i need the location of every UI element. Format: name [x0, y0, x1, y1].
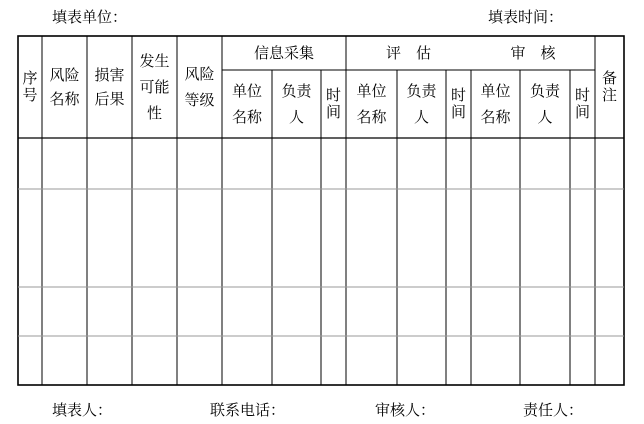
header-possibility-line1: 发生: [139, 51, 170, 70]
header-unit-name-line2: 名称: [480, 108, 511, 126]
header-consequence-line2: 后果: [94, 90, 125, 108]
header-unit-name-line1: 单位: [231, 81, 262, 100]
header-unit-name: [346, 70, 397, 138]
contact-phone-label: 联系电话：: [210, 401, 286, 419]
header-seq: [18, 36, 42, 138]
header-time-line2: 间: [574, 103, 590, 121]
header-person-line2: 人: [413, 108, 429, 126]
responsible-person-label: 责任人：: [523, 401, 584, 419]
header-remark-line2: 注: [601, 86, 617, 104]
header-person-line2: 人: [537, 108, 553, 126]
header-unit-name: [222, 70, 272, 138]
header-unit-name-line2: 名称: [356, 108, 387, 126]
header-person-line2: 人: [288, 108, 304, 126]
header-risk-level-line1: 风险: [184, 64, 215, 83]
reviewer-label: 审核人：: [375, 401, 436, 419]
header-time: [570, 70, 595, 138]
header-time-line2: 间: [325, 103, 341, 121]
fill-unit-label: 填表单位：: [52, 8, 128, 26]
fill-time-label: 填表时间：: [488, 8, 564, 26]
header-review: 审 核: [510, 44, 556, 62]
header-consequence: [87, 36, 132, 138]
header-remark-line1: 备: [601, 68, 617, 87]
filler-label: 填表人：: [52, 401, 113, 419]
header-consequence-line1: 损害: [94, 66, 125, 84]
header-person-line1: 负责: [281, 81, 312, 100]
header-unit-name-line1: 单位: [356, 81, 387, 100]
header-person-line1: 负责: [529, 81, 560, 100]
header-person: [397, 70, 446, 138]
header-time-line1: 时: [325, 85, 341, 104]
header-unit-name-line1: 单位: [480, 81, 511, 100]
header-possibility: [132, 36, 177, 138]
header-remark: [595, 36, 624, 138]
header-seq-line2: 号: [22, 86, 38, 104]
header-unit-name: [471, 70, 520, 138]
header-possibility-line3: 性: [146, 104, 162, 123]
header-info-collect: 信息采集: [253, 44, 314, 62]
header-seq-line1: 序: [22, 68, 38, 87]
header-risk-level-line2: 等级: [184, 91, 215, 109]
header-assess: 评 估: [385, 44, 431, 62]
header-person: [272, 70, 321, 138]
header-risk-level: [177, 36, 222, 138]
header-risk-name: [42, 36, 87, 138]
header-time-line1: 时: [574, 85, 590, 104]
header-unit-name-line2: 名称: [231, 108, 262, 126]
header-time: [446, 70, 471, 138]
header-possibility-line2: 可能: [139, 77, 170, 96]
header-person: [520, 70, 570, 138]
header-risk-name-line1: 风险: [49, 66, 80, 84]
header-time-line2: 间: [450, 103, 466, 121]
header-time-line1: 时: [450, 85, 466, 104]
header-risk-name-line2: 名称: [49, 90, 80, 108]
header-time: [321, 70, 346, 138]
header-person-line1: 负责: [406, 81, 437, 100]
